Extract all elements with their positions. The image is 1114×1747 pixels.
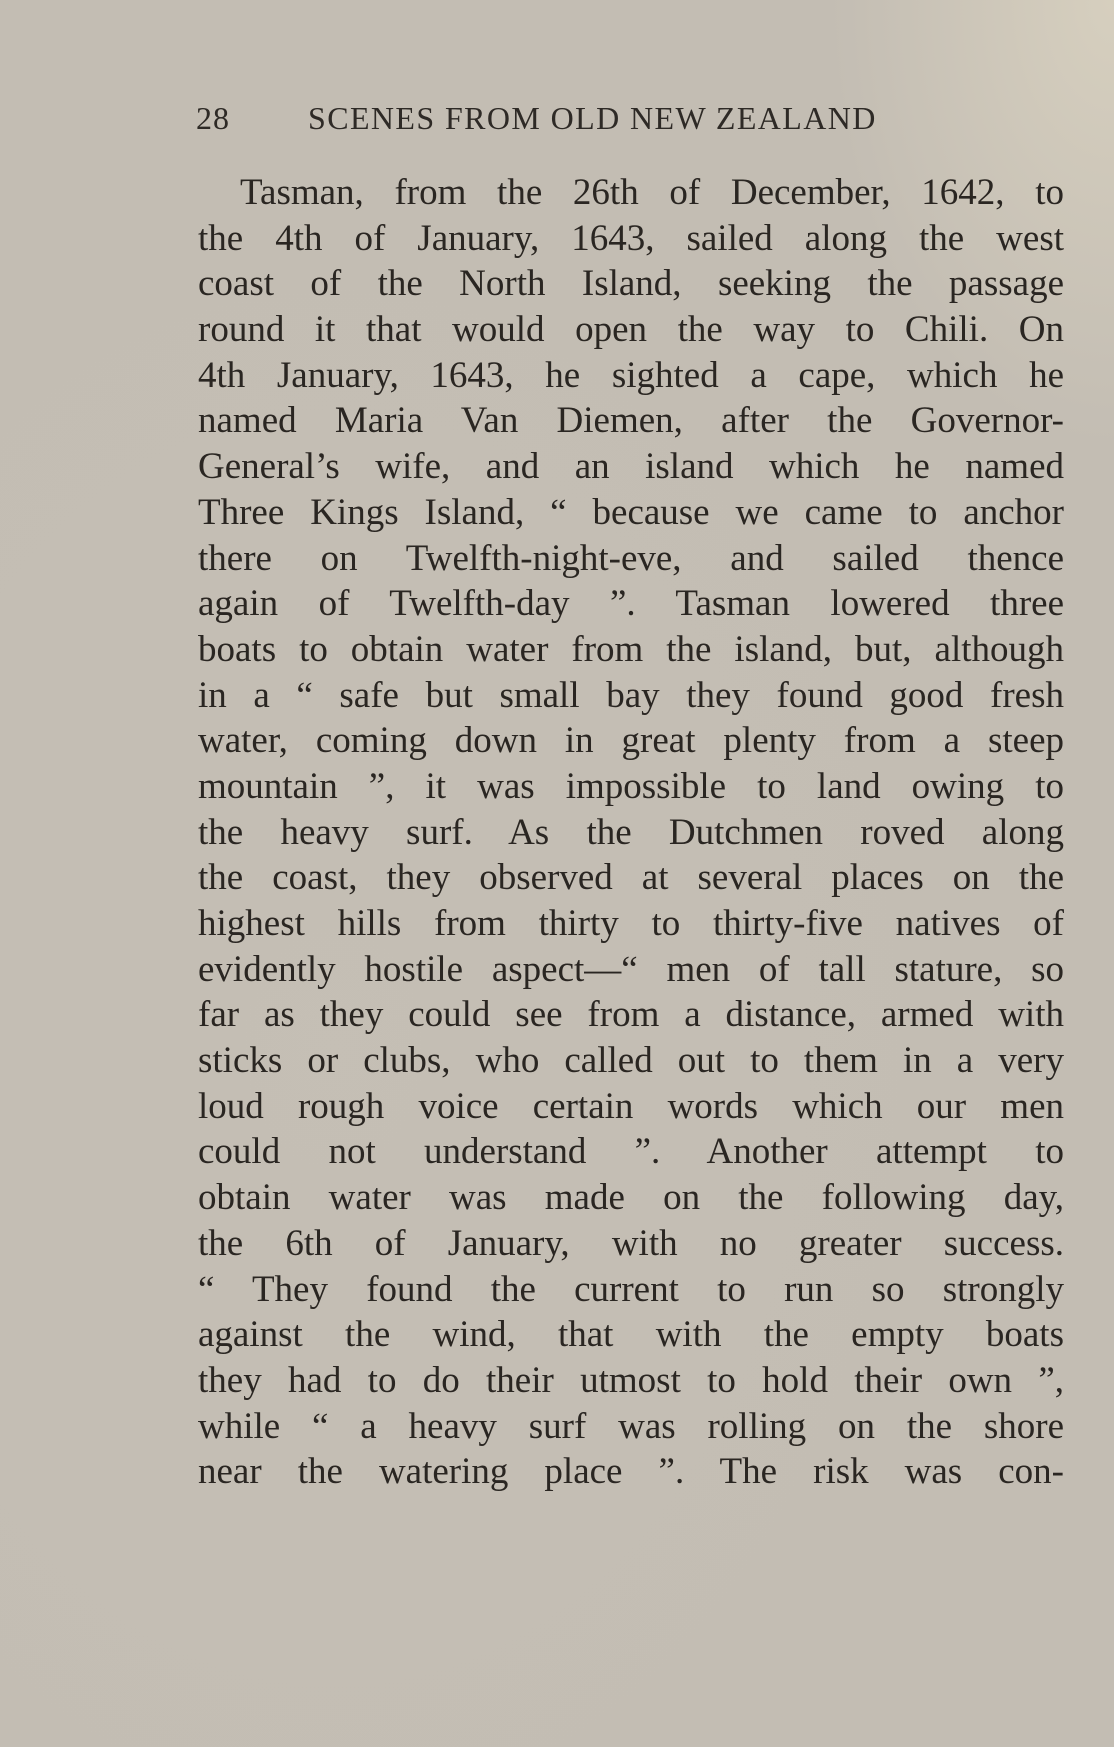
text-line: while “ a heavy surf was rolling on the shore — [198, 1405, 1064, 1447]
running-head — [196, 100, 950, 140]
running-title: SCENES FROM OLD NEW ZEALAND — [308, 100, 877, 136]
text-line: Three Kings Island, “ because we came to anchor — [198, 491, 1064, 533]
text-line: sticks or clubs, who called out to them in a very — [198, 1040, 1064, 1082]
text-line: “ They found the current to run so strongly — [198, 1268, 1064, 1310]
text-line: water, coming down in great plenty from a steep — [198, 720, 1064, 762]
text-line: 4th January, 1643, he sighted a cape, which he — [198, 354, 1064, 396]
body-paragraph — [198, 170, 1064, 1495]
text-line: mountain ”, it was impossible to land owing to — [198, 765, 1064, 807]
text-line: evidently hostile aspect—“ men of tall stature, so — [198, 948, 1064, 990]
text-line: Tasman, from the 26th of December, 1642, to — [240, 172, 1064, 213]
text-line: they had to do their utmost to hold their own ”, — [198, 1359, 1064, 1401]
text-line: loud rough voice certain words which our men — [198, 1085, 1064, 1127]
text-line: named Maria Van Diemen, after the Governor- — [198, 400, 1064, 442]
text-line: obtain water was made on the following day, — [198, 1177, 1064, 1219]
text-line: coast of the North Island, seeking the passage — [198, 263, 1064, 305]
text-line: far as they could see from a distance, armed with — [198, 994, 1064, 1036]
text-line: near the watering place ”. The risk was con- — [198, 1451, 1064, 1493]
text-line: the heavy surf. As the Dutchmen roved along — [198, 811, 1064, 853]
text-line: the coast, they observed at several places on the — [198, 857, 1064, 899]
text-line: the 4th of January, 1643, sailed along the west — [198, 217, 1064, 259]
text-line: boats to obtain water from the island, but, although — [198, 628, 1064, 670]
text-line: General’s wife, and an island which he named — [198, 446, 1064, 488]
text-line: there on Twelfth-night-eve, and sailed thence — [198, 537, 1064, 579]
text-line: the 6th of January, with no greater success. — [198, 1222, 1064, 1264]
page-number: 28 — [196, 100, 230, 136]
text-line: could not understand ”. Another attempt to — [198, 1131, 1064, 1173]
text-line: in a “ safe but small bay they found good fresh — [198, 674, 1064, 716]
text-line: against the wind, that with the empty boats — [198, 1314, 1064, 1356]
text-line: highest hills from thirty to thirty-five natives of — [198, 903, 1064, 944]
text-line: again of Twelfth-day ”. Tasman lowered three — [198, 583, 1064, 625]
text-line: round it that would open the way to Chili. On — [198, 309, 1064, 351]
